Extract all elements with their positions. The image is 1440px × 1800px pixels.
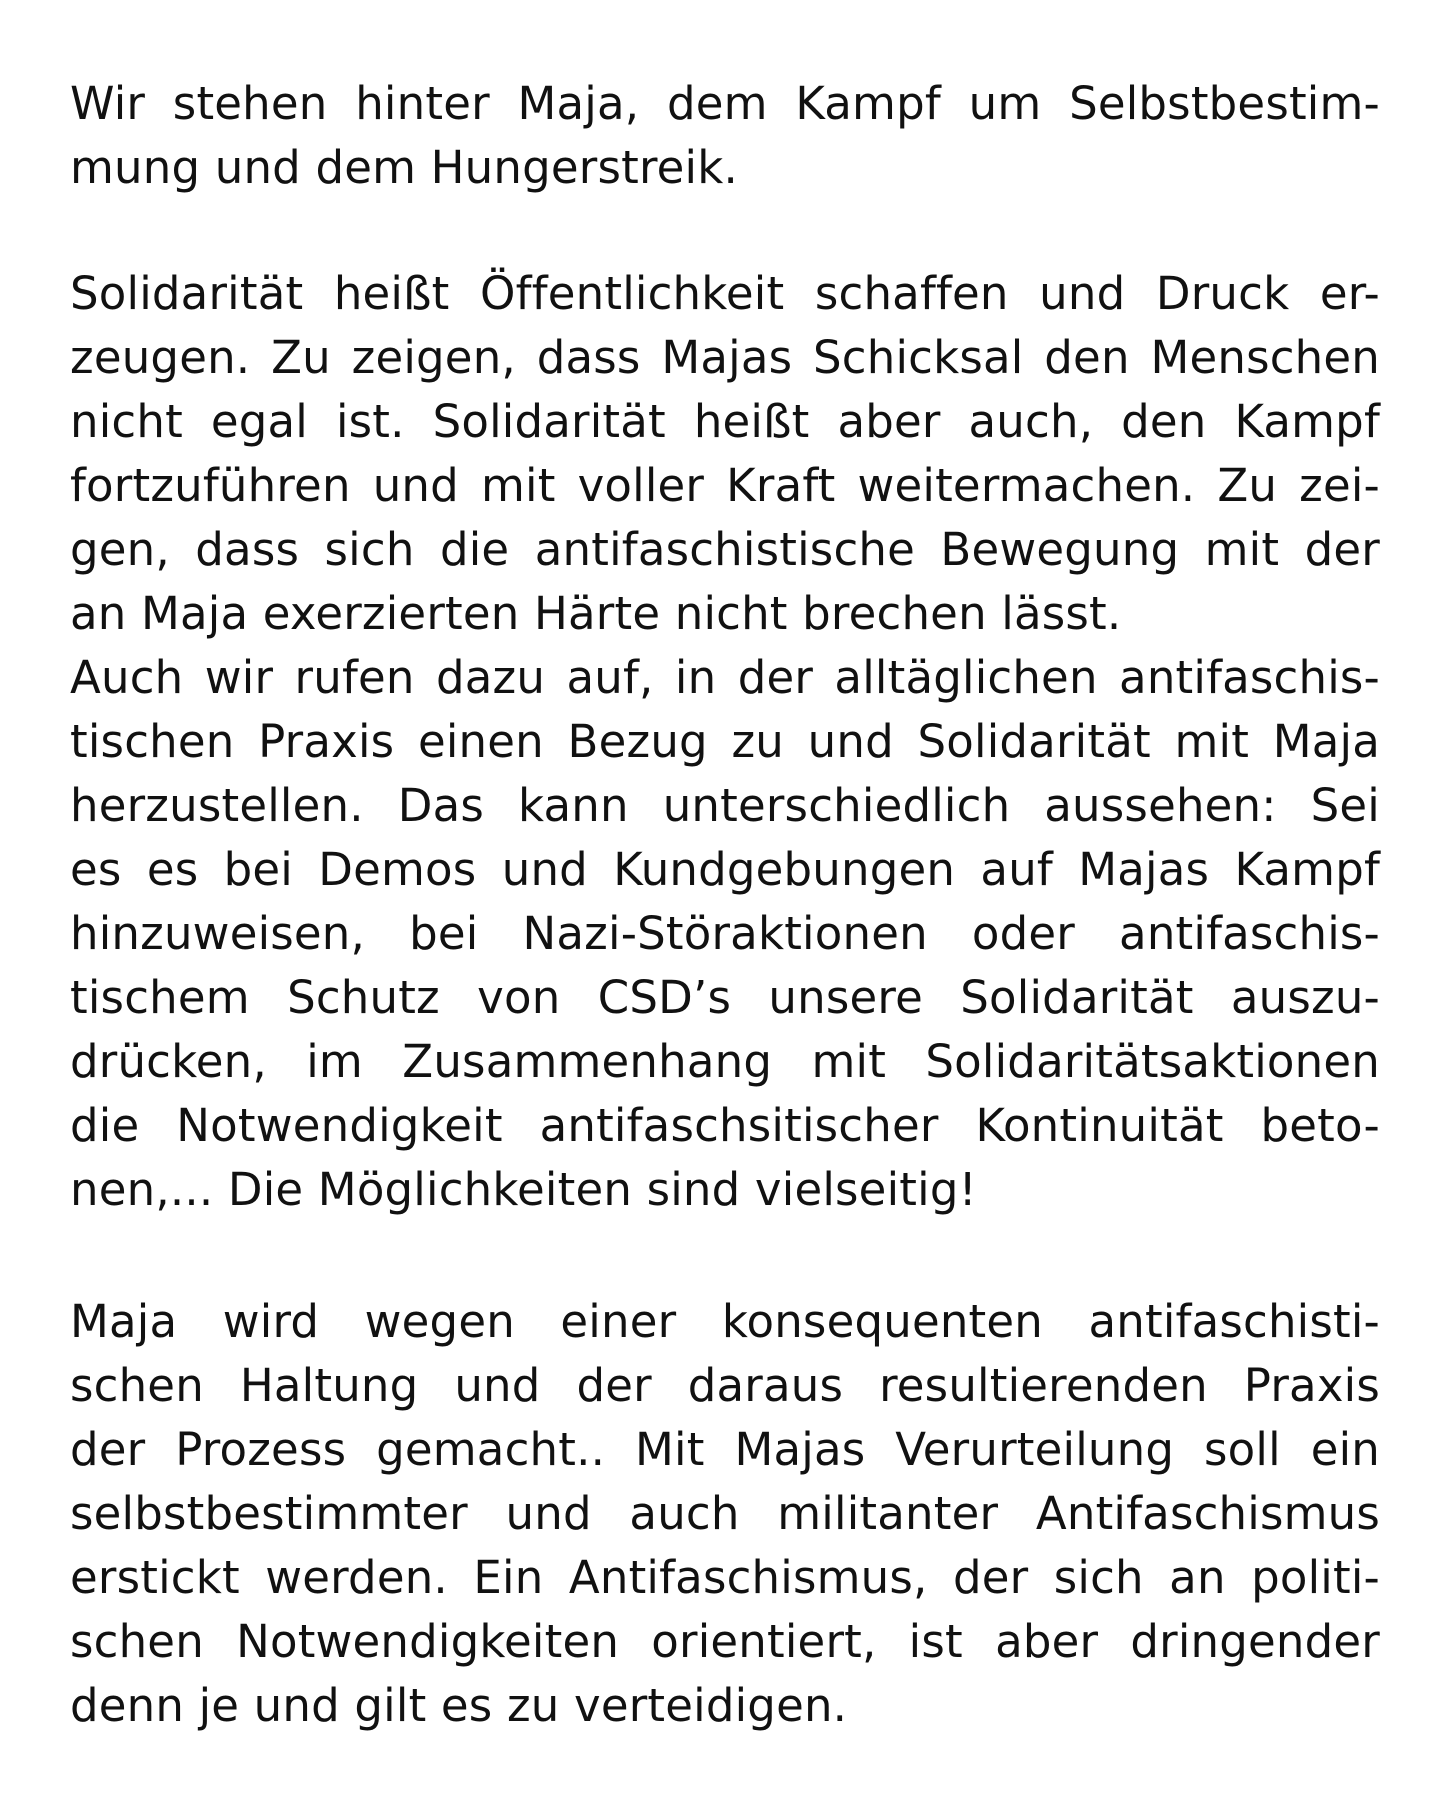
text-line: an Maja exerzierten Härte nicht brechen lässt. (70, 587, 1122, 640)
text-line: der Prozess gemacht.. Mit Majas Verurteilung soll ein (70, 1423, 1380, 1476)
text-line: Auch wir rufen dazu auf, in der alltäglichen antifaschis- (70, 651, 1380, 704)
text-line: mung und dem Hungerstreik. (70, 141, 739, 194)
paragraph-solidarity-statement (70, 72, 1380, 200)
text-line: zeugen. Zu zeigen, dass Majas Schicksal den Menschen (70, 331, 1380, 384)
text-line: gen, dass sich die antifaschistische Bewegung mit der (70, 523, 1380, 576)
text-line: nen,... Die Möglichkeiten sind vielseitig! (70, 1163, 977, 1216)
text-line: Solidarität heißt Öffentlichkeit schaffen und Druck er- (70, 267, 1380, 320)
text-line: drücken, im Zusammenhang mit Solidaritätsaktionen (70, 1035, 1380, 1088)
text-line: selbstbestimmter und auch militanter Antifaschismus (70, 1487, 1380, 1540)
text-line: schen Notwendigkeiten orientiert, ist aber dringender (70, 1615, 1380, 1668)
text-line: tischem Schutz von CSD’s unsere Solidarität auszu- (70, 971, 1380, 1024)
paragraph-solidarity-call (70, 262, 1380, 1222)
text-line: tischen Praxis einen Bezug zu und Solidarität mit Maja (70, 715, 1380, 768)
text-line: es es bei Demos und Kundgebungen auf Majas Kampf (70, 843, 1380, 896)
text-line: hinzuweisen, bei Nazi-Störaktionen oder antifaschis- (70, 907, 1380, 960)
text-line: denn je und gilt es zu verteidigen. (70, 1679, 848, 1732)
text-line: fortzuführen und mit voller Kraft weitermachen. Zu zei- (70, 459, 1380, 512)
text-line: herzustellen. Das kann unterschiedlich aussehen: Sei (70, 779, 1380, 832)
text-line: Maja wird wegen einer konsequenten antifaschisti- (70, 1295, 1380, 1348)
paragraph-antifascism-defense (70, 1290, 1380, 1738)
text-line: schen Haltung und der daraus resultierenden Praxis (70, 1359, 1380, 1412)
text-line: nicht egal ist. Solidarität heißt aber auch, den Kampf (70, 395, 1380, 448)
text-line: Wir stehen hinter Maja, dem Kampf um Selbstbestim- (70, 77, 1380, 130)
text-line: die Notwendigkeit antifaschsitischer Kontinuität beto- (70, 1099, 1380, 1152)
text-line: erstickt werden. Ein Antifaschismus, der sich an politi- (70, 1551, 1380, 1604)
